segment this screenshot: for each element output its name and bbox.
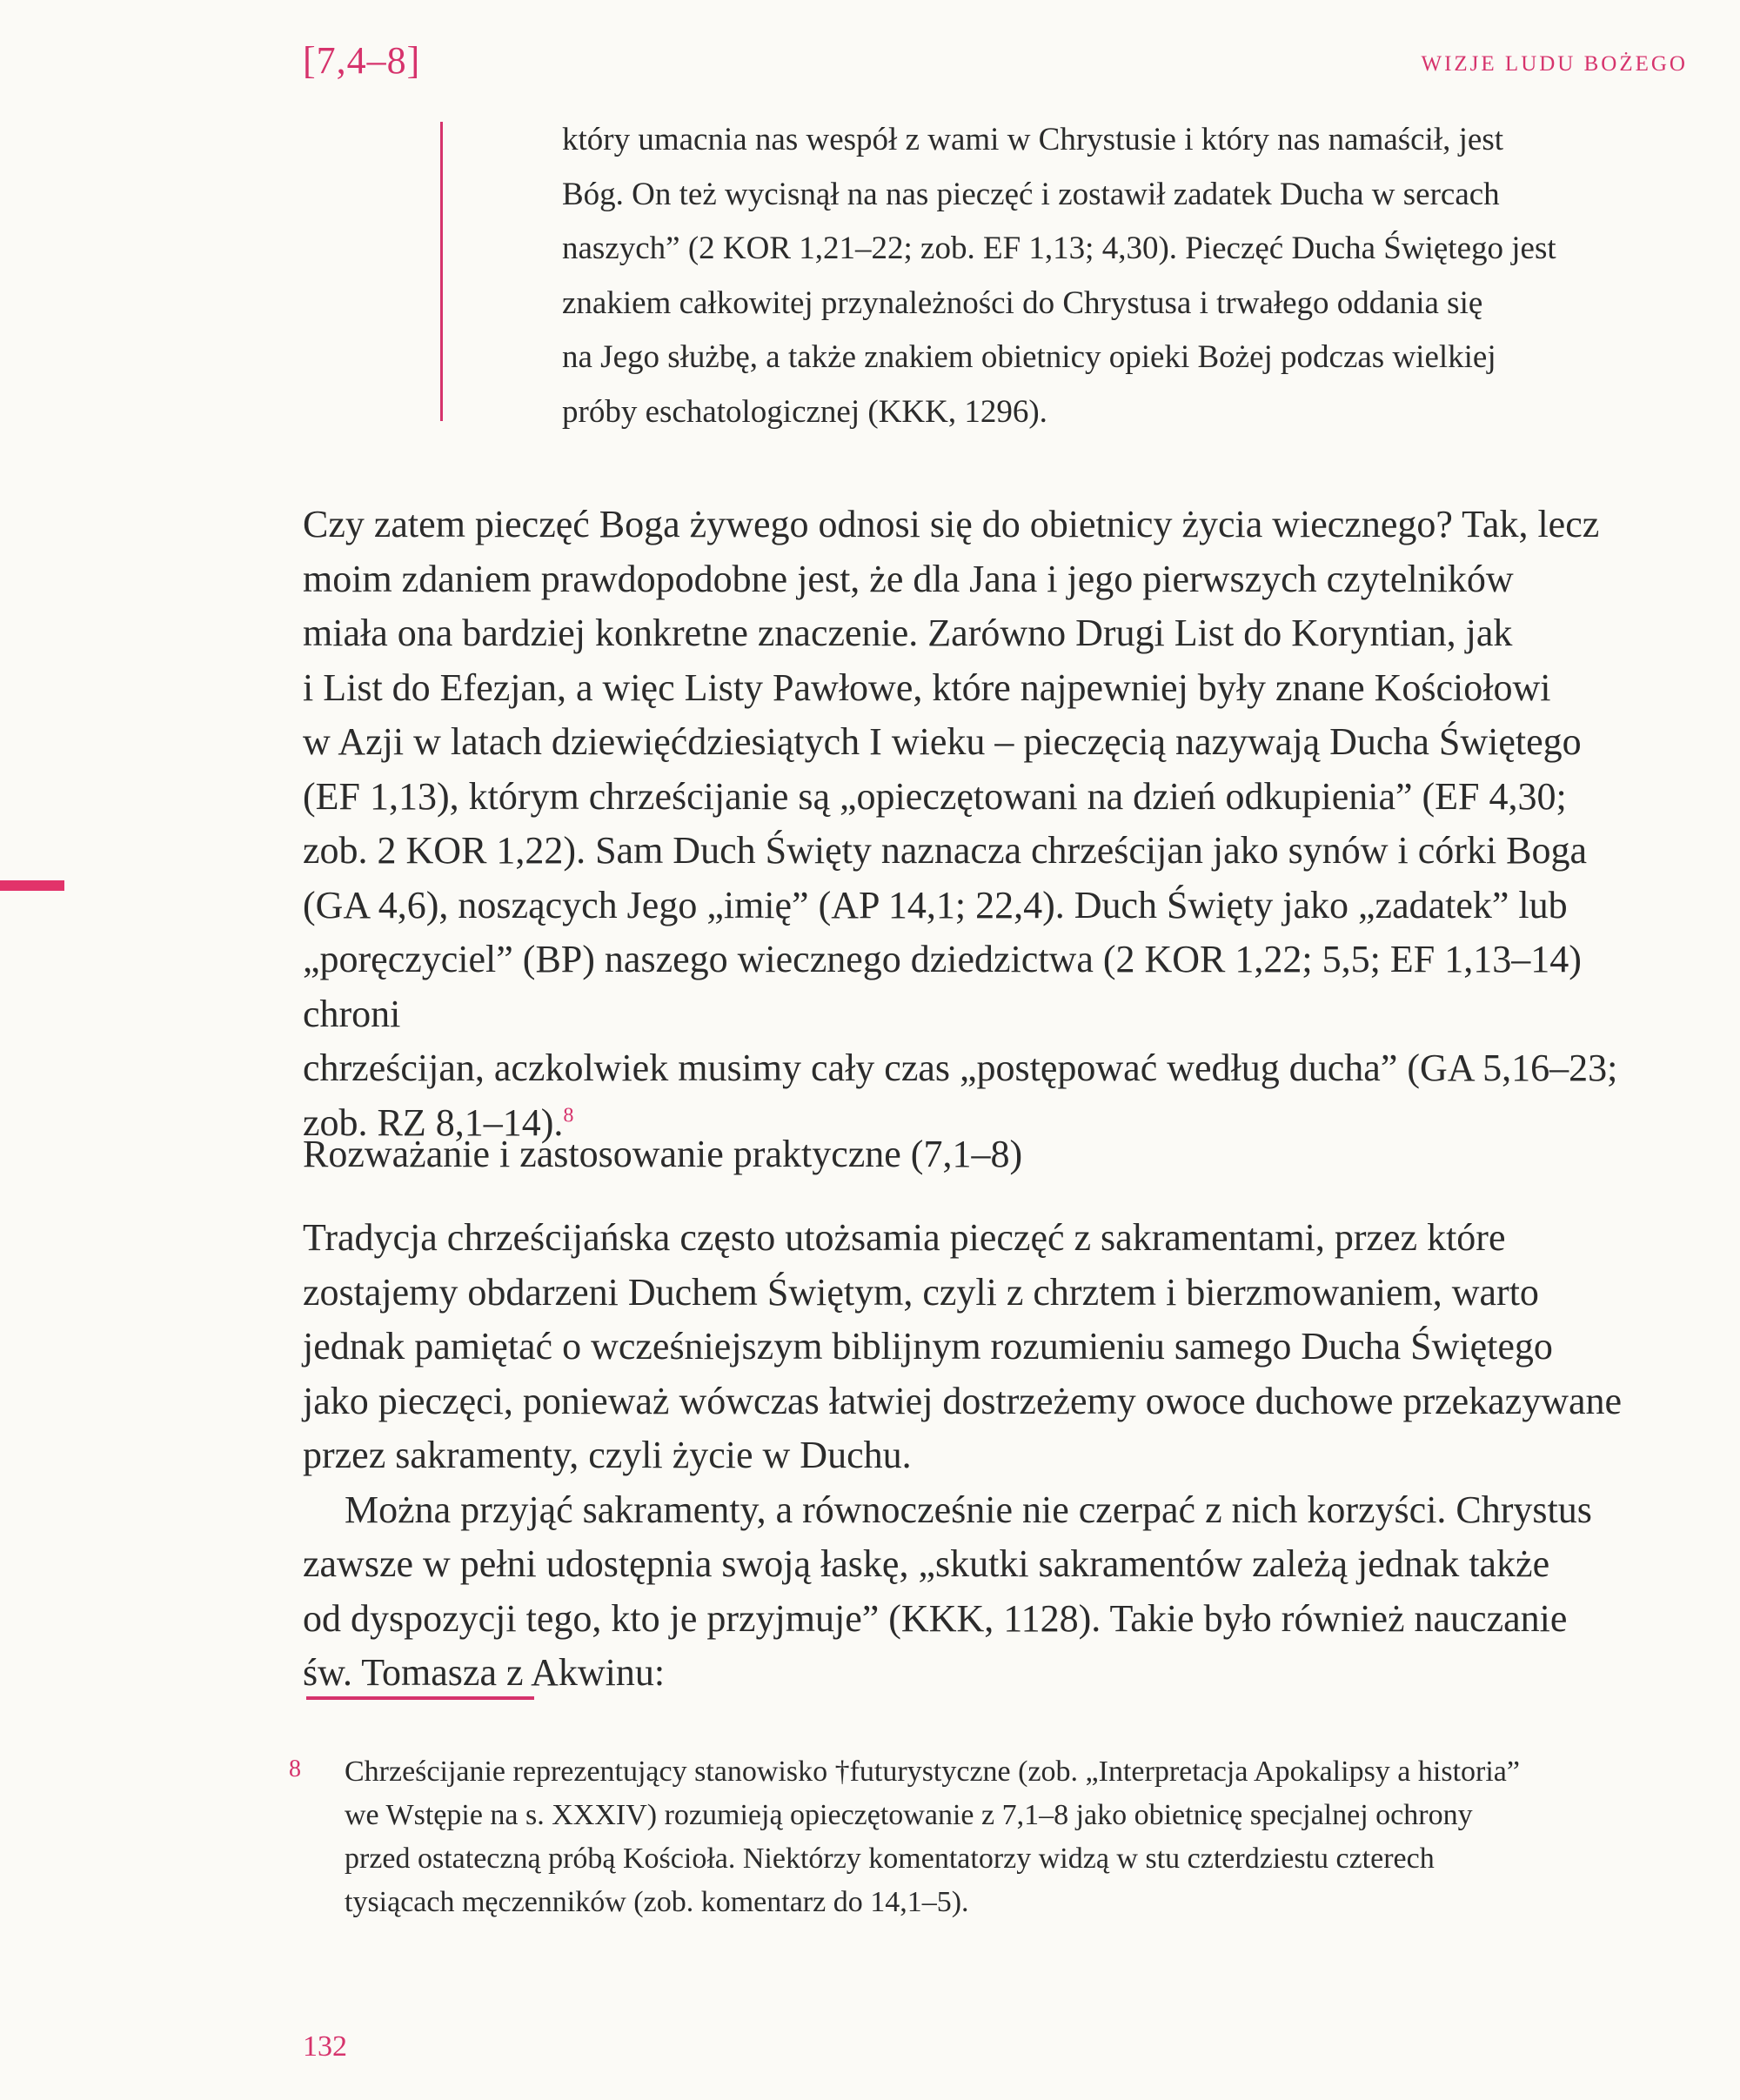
quote-line: próby eschatologicznej (KKK, 1296).: [562, 393, 1047, 430]
text-line: (GA 4,6), noszących Jego „imię” (AP 14,1; 22,4). Duch Święty jako „zadatek” lub: [303, 883, 1568, 926]
footnote-line: tysiącach męczenników (zob. komentarz do 14,1–5).: [345, 1886, 969, 1918]
text-line: (EF 1,13), którym chrześcijanie są „opieczętowani na dzień odkupienia” (EF 4,30;: [303, 774, 1567, 818]
paragraph-1: [303, 498, 1688, 1150]
text-line: i List do Efezjan, a więc Listy Pawłowe, które najpewniej były znane Kościołowi: [303, 665, 1551, 709]
footnote-reference[interactable]: 8: [563, 1102, 574, 1127]
quote-line: który umacnia nas wespół z wami w Chrystusie i który nas namaścił, jest: [562, 122, 1504, 157]
quote-line: naszych” (2 KOR 1,21–22; zob. EF 1,13; 4,30). Pieczęć Ducha Świętego jest: [562, 231, 1556, 266]
text-line: chrześcijan, aczkolwiek musimy cały czas „postępować według ducha” (GA 5,16–23;: [303, 1047, 1618, 1089]
text-line: zawsze w pełni udostępnia swoją łaskę, „skutki sakramentów zależą jednak także: [303, 1542, 1550, 1585]
chapter-reference: [7,4–8]: [303, 39, 421, 82]
text-line: jednak pamiętać o wcześniejszym biblijnym rozumieniu samego Ducha Świętego: [303, 1325, 1553, 1368]
page-number: 132: [303, 2030, 347, 2063]
text-line: Tradycja chrześcijańska często utożsamia pieczęć z sakramentami, przez które: [303, 1216, 1506, 1259]
text-line: Czy zatem pieczęć Boga żywego odnosi się do obietnicy życia wiecznego? Tak, lecz: [303, 503, 1600, 545]
text-line: zob. RZ 8,1–14).: [303, 1100, 564, 1144]
text-line: od dyspozycji tego, kto je przyjmuje” (KKK, 1128). Takie było również nauczanie: [303, 1596, 1568, 1640]
text-line: moim zdaniem prawdopodobne jest, że dla Jana i jego pierwszych czytelników: [303, 557, 1514, 600]
footnote-line: przed ostateczną próbą Kościoła. Niektórzy komentatorzy widzą w stu czterdziestu czterech: [345, 1843, 1435, 1875]
quote-line: Bóg. On też wycisnął na nas pieczęć i zostawił zadatek Ducha w sercach: [562, 176, 1500, 212]
quote-block: [562, 113, 1693, 439]
section-heading: Rozważanie i zastosowanie praktyczne (7,1–8): [303, 1133, 1023, 1175]
text-line: św. Tomasza z Akwinu:: [303, 1651, 666, 1694]
margin-marker: [0, 880, 64, 891]
footnote-rule: [306, 1696, 534, 1700]
footnote-line: Chrześcijanie reprezentujący stanowisko †futurystyczne (zob. „Interpretacja Apokalipsy a historia”: [345, 1756, 1520, 1788]
text-line: w Azji w latach dziewięćdziesiątych I wieku – pieczęcią nazywają Ducha Świętego: [303, 720, 1582, 763]
footnote-line: we Wstępie na s. XXXIV) rozumieją opieczętowanie z 7,1–8 jako obietnicę specjalnej ochrony: [345, 1799, 1473, 1831]
text-line: Można przyjąć sakramenty, a równocześnie nie czerpać z nich korzyści. Chrystus: [345, 1488, 1592, 1531]
footnote-number: 8: [289, 1756, 301, 1782]
quote-line: znakiem całkowitej przynależności do Chrystusa i trwałego oddania się: [562, 284, 1483, 321]
text-line: zostajemy obdarzeni Duchem Świętym, czyli z chrztem i bierzmowaniem, warto: [303, 1270, 1539, 1314]
paragraph-2-3: [303, 1211, 1688, 1701]
footnote: [345, 1750, 1688, 1924]
quote-line: na Jego służbę, a także znakiem obietnicy opieki Bożej podczas wielkiej: [562, 339, 1496, 375]
text-line: jako pieczęci, ponieważ wówczas łatwiej dostrzeżemy owoce duchowe przekazywane: [303, 1379, 1623, 1422]
quote-rule: [440, 122, 443, 421]
running-header: WIZJE LUDU BOŻEGO: [1421, 52, 1688, 76]
text-line: „poręczyciel” (BP) naszego wiecznego dziedzictwa (2 KOR 1,22; 5,5; EF 1,13–14) chroni: [303, 938, 1582, 1035]
text-line: przez sakramenty, czyli życie w Duchu.: [303, 1434, 912, 1476]
text-line: miała ona bardziej konkretne znaczenie. Zarówno Drugi List do Koryntian, jak: [303, 612, 1513, 654]
text-line: zob. 2 KOR 1,22). Sam Duch Święty naznacza chrześcijan jako synów i córki Boga: [303, 829, 1588, 872]
